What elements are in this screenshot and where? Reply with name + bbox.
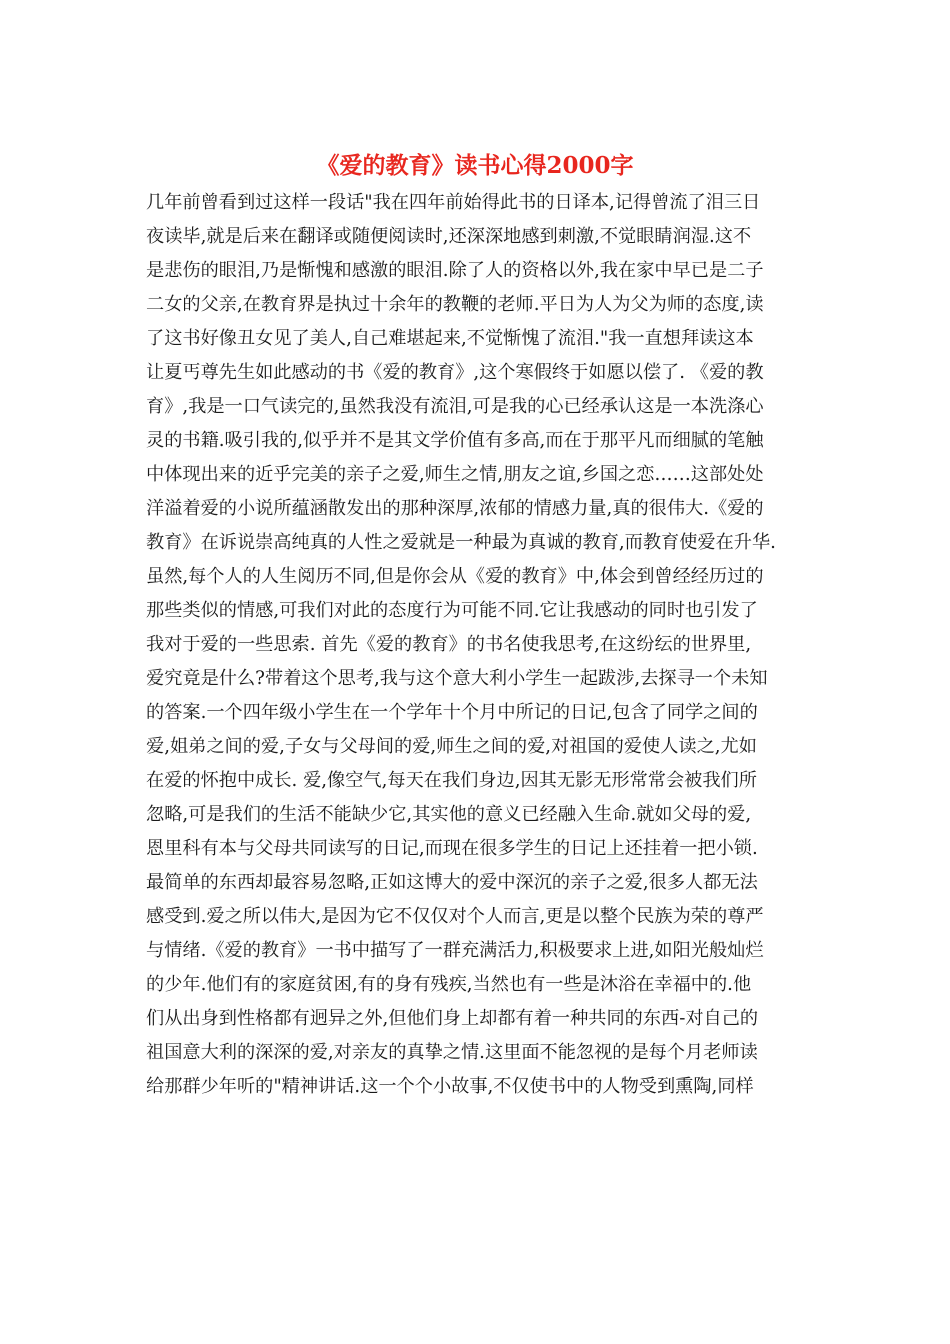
body-text-line: 灵的书籍.吸引我的,似乎并不是其文学价值有多高,而在于那平凡而细腻的笔触 [146,430,764,451]
body-text-line: 教育》在诉说崇高纯真的人性之爱就是一种最为真诚的教育,而教育使爱在升华. [146,532,776,553]
body-text-line: 们从出身到性格都有迥异之外,但他们身上却都有着一种共同的东西-对自己的 [146,1008,759,1029]
body-text-line: 给那群少年听的"精神讲话.这一个个小故事,不仅使书中的人物受到熏陶,同样 [146,1076,754,1097]
body-text-line: 了这书好像丑女见了美人,自己难堪起来,不觉惭愧了流泪."我一直想拜读这本 [146,328,754,349]
body-text-line: 几年前曾看到过这样一段话"我在四年前始得此书的日译本,记得曾流了泪三日 [146,192,761,213]
body-text-line: 爱究竟是什么?带着这个思考,我与这个意大利小学生一起跋涉,去探寻一个未知 [146,668,768,689]
body-text-line: 感受到.爱之所以伟大,是因为它不仅仅对个人而言,更是以整个民族为荣的尊严 [146,906,764,927]
body-text-line: 在爱的怀抱中成长. 爱,像空气,每天在我们身边,因其无影无形常常会被我们所 [146,770,757,791]
body-text-line: 二女的父亲,在教育界是执过十余年的教鞭的老师.平日为人为父为师的态度,读 [146,294,764,315]
body-text-line: 的少年.他们有的家庭贫困,有的身有残疾,当然也有一些是沐浴在幸福中的.他 [146,974,752,995]
body-text-line: 育》,我是一口气读完的,虽然我没有流泪,可是我的心已经承认这是一本洗涤心 [146,396,764,417]
body-text-line: 忽略,可是我们的生活不能缺少它,其实他的意义已经融入生命.就如父母的爱, [146,804,752,825]
body-text-line: 虽然,每个人的人生阅历不同,但是你会从《爱的教育》中,体会到曾经经历过的 [146,566,764,587]
body-text-line: 是悲伤的眼泪,乃是惭愧和感激的眼泪.除了人的资格以外,我在家中早已是二子 [146,260,764,281]
body-text-line: 那些类似的情感,可我们对此的态度行为可能不同.它让我感动的同时也引发了 [146,600,758,621]
body-text-line: 恩里科有本与父母共同读写的日记,而现在很多学生的日记上还挂着一把小锁. [146,838,758,859]
body-text-line: 我对于爱的一些思索. 首先《爱的教育》的书名使我思考,在这纷纭的世界里, [146,634,752,655]
body-text-line: 洋溢着爱的小说所蕴涵散发出的那种深厚,浓郁的情感力量,真的很伟大.《爱的 [146,498,764,519]
body-text-line: 与情绪.《爱的教育》一书中描写了一群充满活力,积极要求上进,如阳光般灿烂 [146,940,764,961]
document-body [146,186,826,1104]
document-title: 《爱的教育》读书心得2000字 [316,152,634,179]
body-text-line: 最简单的东西却最容易忽略,正如这博大的爱中深沉的亲子之爱,很多人都无法 [146,872,758,893]
body-text-line: 的答案.一个四年级小学生在一个学年十个月中所记的日记,包含了同学之间的 [146,702,758,723]
body-text-line: 夜读毕,就是后来在翻译或随便阅读时,还深深地感到刺激,不觉眼睛润湿.这不 [146,226,752,247]
body-text-line: 爱,姐弟之间的爱,子女与父母间的爱,师生之间的爱,对祖国的爱使人读之,尤如 [146,736,757,757]
body-text-line: 中体现出来的近乎完美的亲子之爱,师生之情,朋友之谊,乡国之恋……这部处处 [146,464,764,485]
body-text-line: 让夏丐尊先生如此感动的书《爱的教育》,这个寒假终于如愿以偿了. 《爱的教 [146,362,764,383]
body-text-line: 祖国意大利的深深的爱,对亲友的真挚之情.这里面不能忽视的是每个月老师读 [146,1042,758,1063]
